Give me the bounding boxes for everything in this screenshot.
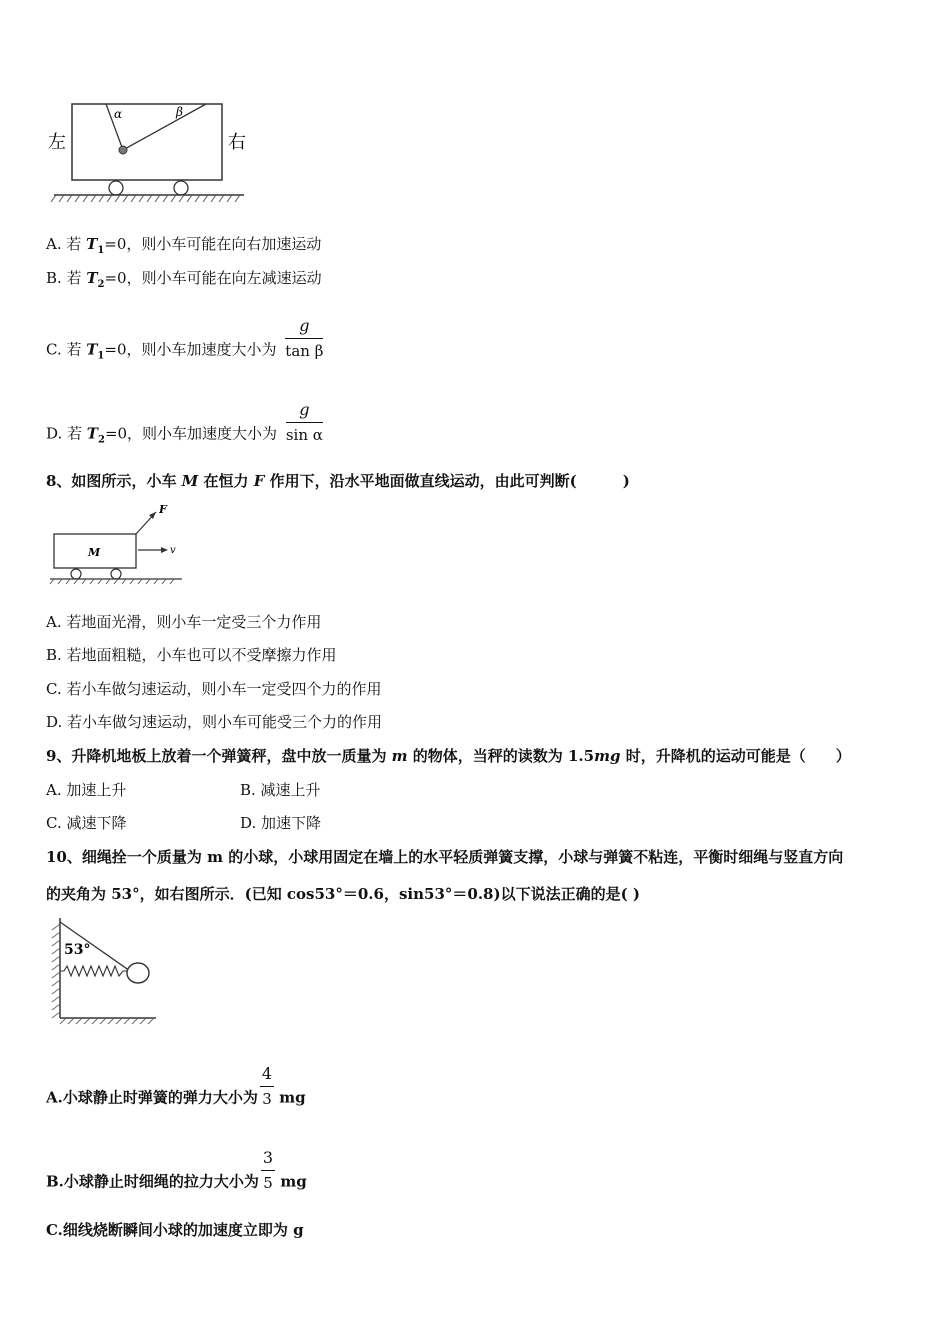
q8-stem-b: 在恒力 xyxy=(198,472,254,490)
force-label: F xyxy=(159,503,167,516)
q10-b-denominator: 5 xyxy=(263,1174,273,1192)
q7-d-text: =0，则小车加速度大小为 xyxy=(104,424,278,443)
q10-b-text: B.小球静止时细绳的拉力大小为 xyxy=(46,1172,259,1191)
q7-b-prefix: B. 若 xyxy=(46,269,87,287)
q7-a-sub: 1 xyxy=(97,245,105,256)
q7-a-text: =0，则小车可能在向右加速运动 xyxy=(104,235,322,253)
q9-stem-c: 时，升降机的运动可能是（ xyxy=(620,747,806,765)
q9-stem-m: m xyxy=(391,747,408,765)
right-label: 右 xyxy=(228,132,246,153)
q7-d-fraction xyxy=(286,400,323,445)
q7-b-sub: 2 xyxy=(97,279,105,290)
q7-d-denominator: sin α xyxy=(285,426,323,444)
q8-stem xyxy=(46,471,630,491)
q8-figure xyxy=(48,502,188,586)
left-label: 左 xyxy=(48,132,66,153)
q7-c-text: =0，则小车加速度大小为 xyxy=(104,340,277,359)
q7-c-fraction xyxy=(285,316,323,361)
q8-stem-c: 作用下，沿水平地面做直线运动，由此可判断( xyxy=(264,472,577,490)
alpha-label: α xyxy=(114,107,123,121)
q9-stem xyxy=(46,746,851,766)
beta-label: β xyxy=(176,105,183,119)
q10-b-numerator: 3 xyxy=(261,1148,275,1171)
q8-stem-a: 8、如图所示，小车 xyxy=(46,472,182,490)
q9-stem-b: 的物体，当秤的读数为 1.5 xyxy=(407,747,595,765)
q9-option-b: B. 减速上升 xyxy=(240,781,321,799)
q10-a-fraction xyxy=(260,1064,274,1109)
q10-figure xyxy=(46,916,162,1028)
q8-option-b: B. 若地面粗糙，小车也可以不受摩擦力作用 xyxy=(46,646,337,664)
q8-option-a: A. 若地面光滑，则小车一定受三个力作用 xyxy=(46,613,322,631)
q7-c-denominator: tan β xyxy=(285,342,324,360)
q9-option-a: A. 加速上升 xyxy=(46,781,127,799)
q10-option-a xyxy=(46,1064,306,1121)
q10-option-b xyxy=(46,1148,307,1205)
q7-d-var: T xyxy=(86,424,98,443)
q7-d-prefix: D. 若 xyxy=(46,424,87,443)
q7-c-sub: 1 xyxy=(97,350,105,362)
q7-a-prefix: A. 若 xyxy=(46,235,87,253)
q10-a-denominator: 3 xyxy=(262,1090,272,1108)
q9-stem-mg: mg xyxy=(594,747,621,765)
q9-stem-a: 9、升降机地板上放着一个弹簧秤，盘中放一质量为 xyxy=(46,747,392,765)
q8-stem-M: M xyxy=(181,472,199,490)
q7-d-numerator: g xyxy=(286,400,323,423)
q7-b-text: =0，则小车可能在向左减速运动 xyxy=(104,269,322,287)
q8-option-c: C. 若小车做匀速运动，则小车一定受四个力的作用 xyxy=(46,680,382,698)
q10-b-unit: mg xyxy=(275,1172,307,1191)
q10-a-text: A.小球静止时弹簧的弹力大小为 xyxy=(46,1088,258,1107)
q9-stem-d: ） xyxy=(835,747,851,765)
q10-a-unit: mg xyxy=(274,1088,306,1107)
q7-option-a xyxy=(46,234,321,261)
q8-option-d: D. 若小车做匀速运动，则小车可能受三个力的作用 xyxy=(46,713,383,731)
q7-option-c xyxy=(46,316,324,373)
q8-stem-F: F xyxy=(253,472,265,490)
q10-a-numerator: 4 xyxy=(260,1064,274,1087)
angle-label: 53° xyxy=(64,942,91,958)
mass-label: M xyxy=(88,546,101,559)
velocity-label: v xyxy=(170,545,176,556)
q7-a-var: T xyxy=(86,235,98,253)
q7-figure xyxy=(44,96,254,206)
q10-stem-line1: 10、细绳拴一个质量为 m 的小球，小球用固定在墙上的水平轻质弹簧支撑，小球与弹簧不粘连，平衡时细绳与竖直方向 xyxy=(46,848,844,866)
q9-option-d: D. 加速下降 xyxy=(240,814,322,832)
q8-stem-d: ) xyxy=(622,472,630,490)
q7-d-sub: 2 xyxy=(97,434,105,446)
q10-stem-line2: 的夹角为 53°，如右图所示．(已知 cos53°＝0.6，sin53°＝0.8)以下说法正确的是( ) xyxy=(46,885,641,903)
q10-option-c: C.细线烧断瞬间小球的加速度立即为 g xyxy=(46,1221,304,1239)
q7-option-d xyxy=(46,400,323,457)
q10-b-fraction xyxy=(261,1148,275,1193)
q7-b-var: T xyxy=(86,269,98,287)
q7-c-numerator: g xyxy=(285,316,323,339)
q7-option-b xyxy=(46,268,322,295)
q9-option-c: C. 减速下降 xyxy=(46,814,127,832)
q7-c-var: T xyxy=(86,340,98,359)
q7-c-prefix: C. 若 xyxy=(46,340,87,359)
